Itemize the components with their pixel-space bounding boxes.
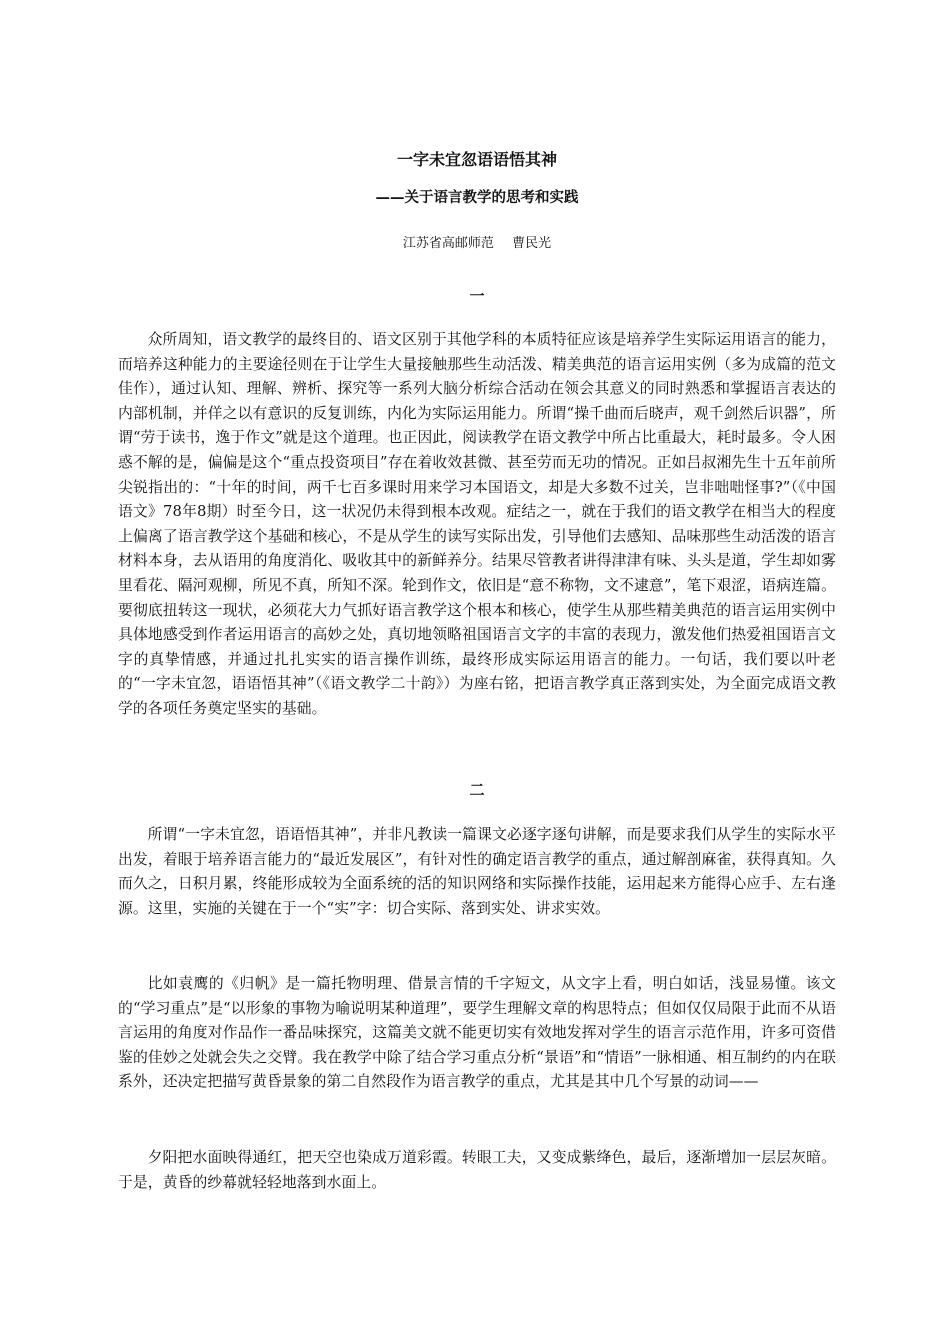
article-subtitle: ——关于语言教学的思考和实践 (375, 189, 579, 206)
article-title: 一字未宜忽语语悟其神 (396, 150, 557, 169)
paragraph-2-3: 夕阳把水面映得通红，把天空也染成万道彩霞。转眼工夫，又变成紫绛色，最后，逐渐增加一层层灰暗。于是，黄昏的纱幕就轻轻地落到水面上。 (118, 1149, 836, 1191)
section-heading-2: 二 (469, 781, 485, 799)
section-heading-1: 一 (469, 287, 485, 305)
author-affiliation: 江苏省高邮师范 (402, 236, 494, 251)
paragraph-2-1: 所谓“一字未宜忽，语语悟其神”，并非凡教读一篇课文必逐字逐句讲解，而是要求我们从学生的实际水平出发，着眼于培养语言能力的“最近发展区”，有针对性的确定语言教学的重点，通过解剖麻雀，获得真知。久而久之，日积月累，终能形成较为全面系统的活的知识网络和实际操作技能，运用起来方能得心应手、左右逢源。这里，实施的关键在于一个“实”字：切合实际、落到实处、讲求实效。 (118, 826, 836, 917)
paragraph-1-1: 众所周知，语文教学的最终目的、语文区别于其他学科的本质特征应该是培养学生实际运用语言的能力，而培养这种能力的主要途径则在于让学生大量接触那些生动活泼、精美典范的语言运用实例（多为成篇的范文佳作），通过认知、理解、辨析、探究等一系列大脑分析综合活动在领会其意义的同时熟悉和掌握语言表达的内部机制，并佯之以有意识的反复训练，内化为实际运用能力。所谓“操千曲而后晓声，观千剑然后识器”，所谓“劳于读书，逸于作文”就是这个道理。也正因此，阅读教学在语文教学中所占比重最大，耗时最多。令人困惑不解的是，偏偏是这个“重点投资项目”存在着收效甚微、甚至劳而无功的情况。正如吕叔湘先生十五年前所尖锐指出的：“十年的时间，两千七百多课时用来学习本国语文，却是大多数不过关，岂非咄咄怪事?”（《中国语文》78年8期）时至今日，这一状况仍未得到根本改观。症结之一，就在于我们的语文教学在相当大的程度上偏离了语言教学这个基础和核心，不是从学生的读写实际出发，引导他们去感知、品味那些生动活泼的语言材料本身，去从语用的角度消化、吸收其中的新鲜养分。结果尽管教者讲得津津有味、头头是道，学生却如雾里看花、隔河观柳，所见不真，所知不深。轮到作文，依旧是“意不称物，文不逮意”，笔下艰涩，语病连篇。要彻底扭转这一现状，必须花大力气抓好语言教学这个根本和核心，使学生从那些精美典范的语言运用实例中具体地感受到作者运用语言的高妙之处，真切地领略祖国语言文字的丰富的表现力，激发他们热爱祖国语言文字的真挚情感，并通过扎扎实实的语言操作训练，最终形成实际运用语言的能力。一句话，我们要以叶老的“一字未宜忽，语语悟其神”（《语文教学二十韵》）为座右铭，把语言教学真正落到实处，为全面完成语文教学的各项任务奠定坚实的基础。 (118, 331, 836, 717)
author-name: 曹民光 (512, 236, 552, 251)
document-page (118, 0, 836, 1344)
paragraph-2-2: 比如袁鹰的《归帆》是一篇托物明理、借景言情的千字短文，从文字上看，明白如话，浅显易懂。该文的“学习重点”是“以形象的事物为喻说明某种道理”，要学生理解文章的构思特点；但如仅仅局限于此而不从语言运用的角度对作品作一番品味探究，这篇美文就不能更切实有效地发挥对学生的语言示范作用，许多可资借鉴的佳妙之处就会失之交臂。我在教学中除了结合学习重点分析“景语”和“情语”一脉相通、相互制约的内在联系外，还决定把描写黄昏景象的第二自然段作为语言教学的重点，尤其是其中几个写景的动词—— (118, 975, 836, 1091)
author-line (118, 235, 836, 253)
